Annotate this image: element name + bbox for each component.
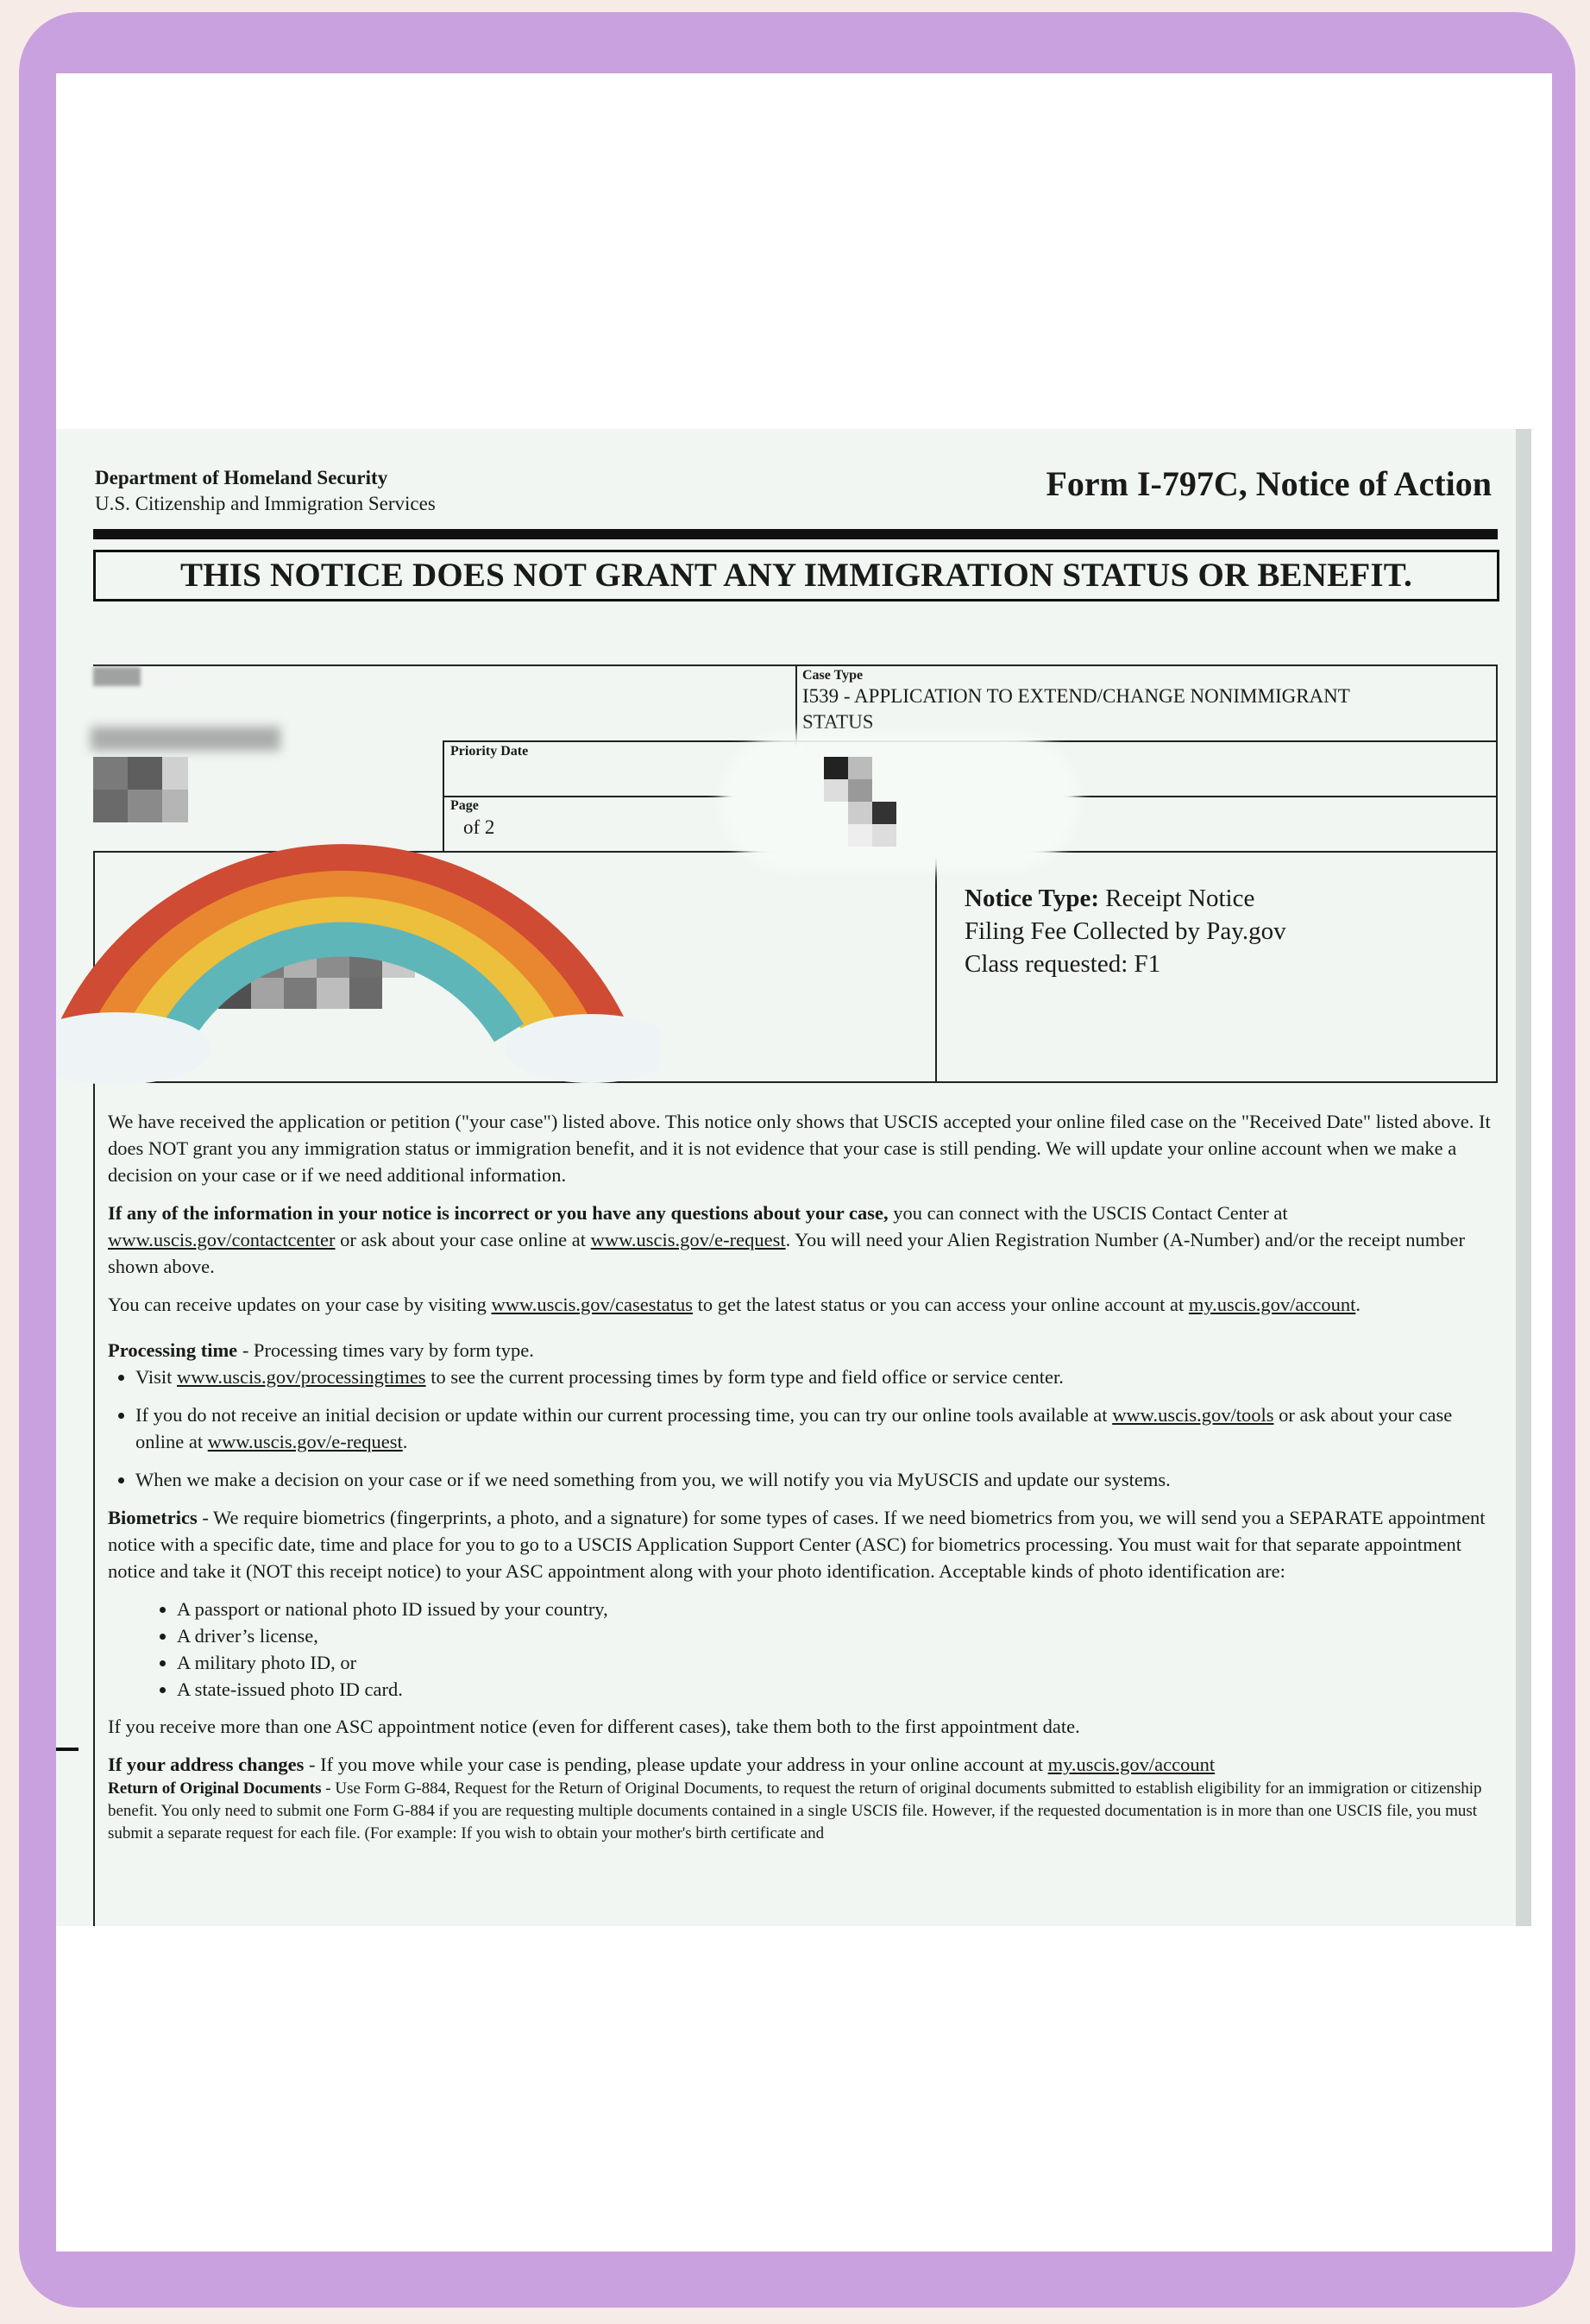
notice-info [965, 882, 1286, 980]
account-link[interactable]: my.uscis.gov/account [1047, 1754, 1216, 1775]
receipt-number-label: Number [142, 668, 192, 683]
contactcenter-link[interactable]: www.uscis.gov/contactcenter [108, 1229, 336, 1250]
header-rule [93, 529, 1498, 539]
list-item: • A driver’s license, [177, 1622, 1493, 1649]
grid-right-edge [1496, 664, 1498, 1082]
form-title: Form I-797C, Notice of Action [1046, 464, 1492, 503]
notice-type-label: Notice Type: [965, 885, 1099, 912]
text-run: . [1355, 1294, 1361, 1315]
e-request-link[interactable]: www.uscis.gov/e-request [590, 1229, 786, 1250]
redaction-pixel [848, 824, 872, 847]
grid-col-notice [935, 851, 937, 1082]
notice-document [56, 429, 1531, 1926]
processing-time-heading [108, 1337, 1493, 1364]
updates-paragraph [108, 1291, 1493, 1318]
list-item: • A passport or national photo ID issued by your country, [177, 1596, 1493, 1622]
redaction-pixel [848, 802, 872, 824]
address-change-label: If your address changes [108, 1754, 305, 1775]
margin-tick [56, 1748, 79, 1751]
biometrics-label: Biometrics [108, 1507, 198, 1528]
photo-id-list [108, 1596, 1493, 1703]
list-item: • A state-issued photo ID card. [177, 1676, 1493, 1703]
redaction-blur [91, 727, 280, 751]
page-label: Page [450, 798, 479, 813]
notice-banner: THIS NOTICE DOES NOT GRANT ANY IMMIGRATION STATUS OR BENEFIT. [93, 550, 1499, 601]
tools-link[interactable]: www.uscis.gov/tools [1112, 1404, 1274, 1426]
text-run: You can receive updates on your case by visiting [108, 1294, 492, 1315]
return-documents-paragraph [108, 1778, 1493, 1845]
intro-paragraph: We have received the application or petition ("your case") listed above. This notice only shows that USCIS accepted your online filed case on the "Received Date" listed above. It does NOT grant you any immigration status or immigration benefit, and it is not evidence that your case is still pending. We will update your online account when we make a decision on your case or if we need additional information. [108, 1111, 1491, 1186]
list-item: • A military photo ID, or [177, 1649, 1493, 1676]
text-run: or ask about your case online at [335, 1229, 591, 1250]
account-link[interactable]: my.uscis.gov/account [1188, 1294, 1356, 1315]
redaction-soft-cloud [720, 733, 1078, 871]
redaction-pixel [824, 757, 848, 779]
notice-type-value: Receipt Notice [1105, 885, 1255, 912]
receipt-label-redaction [93, 667, 141, 686]
list-item: • When we make a decision on your case or if we need something from you, we will notify you via MyUSCIS and update our systems. [135, 1466, 1493, 1493]
text-run: you can connect with the USCIS Contact Center at [888, 1202, 1288, 1224]
casestatus-link[interactable]: www.uscis.gov/casestatus [491, 1294, 694, 1315]
text-run: - If you move while your case is pending, please update your address in your online account at [304, 1754, 1048, 1775]
e-request-link[interactable]: www.uscis.gov/e-request [207, 1431, 403, 1452]
return-documents-label: Return of Original Documents [108, 1779, 322, 1798]
redaction-pixel [872, 802, 896, 824]
processing-time-label: Processing time [108, 1339, 238, 1361]
text-run: to get the latest status or you can access your online account at [693, 1294, 1189, 1315]
text-run: If you do not receive an initial decision or update within our current processing time, you can try our online tools available at [135, 1404, 1113, 1426]
text-run: . [402, 1431, 408, 1452]
text-run: - Use Form G-884, Request for the Return of Original Documents, to request the return of original documents submitted to establish eligibility for an immigration or citizenship benefit. You only need to submit one Form G-884 if you are requesting multiple documents contained in a single USCIS file. However, if the requested documentation is in more than one USCIS file, you must submit a separate request for each file. (For example: If you wish to obtain your mother's birth certificate and [108, 1779, 1482, 1842]
priority-date-label: Priority Date [450, 744, 529, 759]
notice-body [108, 1108, 1493, 1856]
case-type-line1: I539 - APPLICATION TO EXTEND/CHANGE NONIMMIGRANT [802, 685, 1350, 707]
case-type-label: Case Type [802, 668, 864, 683]
biometrics-paragraph [108, 1504, 1493, 1584]
list-item [135, 1364, 1493, 1390]
text-run: to see the current processing times by form type and field office or service center. [425, 1366, 1064, 1388]
text-run: Visit [135, 1366, 178, 1388]
list-item [135, 1401, 1493, 1455]
class-requested: Class requested: F1 [965, 950, 1161, 978]
text-run: - Processing times vary by form type. [237, 1339, 534, 1361]
page-value: of 2 [463, 816, 495, 838]
document-scrollbar[interactable] [1516, 429, 1531, 1926]
redaction-pixel [872, 824, 896, 847]
address-change-paragraph [108, 1751, 1493, 1778]
text-run: - We require biometrics (fingerprints, a photo, and a signature) for some types of cases. If we need biometrics from you, we will send you a SEPARATE appointment notice with a specific date, time and place for you to go to a USCIS Application Support Center (ASC) for biometrics processing. You must wait for that separate appointment notice and take it (NOT this receipt notice) to your ASC appointment along with your photo identification. Acceptable kinds of photo identification are: [108, 1507, 1486, 1582]
case-type-line2: STATUS [802, 711, 874, 733]
processingtimes-link[interactable]: www.uscis.gov/processingtimes [177, 1366, 426, 1388]
rainbow-sticker-icon [56, 774, 660, 1085]
redaction-pixel [848, 779, 872, 802]
asc-paragraph: If you receive more than one ASC appointment notice (even for different cases), take them both to the first appointment date. [108, 1716, 1080, 1737]
text-run: . You will need your Alien Registration Number (A-Number) and/or the receipt number shown above. [108, 1229, 1465, 1277]
incorrect-info-heading: If any of the information in your notice is incorrect or you have any questions about your case, [108, 1202, 889, 1224]
notice-type-row [965, 882, 1286, 915]
fee-line: Filing Fee Collected by Pay.gov [965, 917, 1286, 945]
processing-list [108, 1364, 1493, 1493]
incorrect-info-paragraph [108, 1200, 1493, 1280]
agency-name: U.S. Citizenship and Immigration Services [95, 493, 436, 514]
department-name: Department of Homeland Security [95, 467, 388, 488]
redaction-pixel [824, 779, 848, 802]
redaction-pixel [848, 757, 872, 779]
text-run: or ask about your case online at [135, 1404, 1453, 1452]
